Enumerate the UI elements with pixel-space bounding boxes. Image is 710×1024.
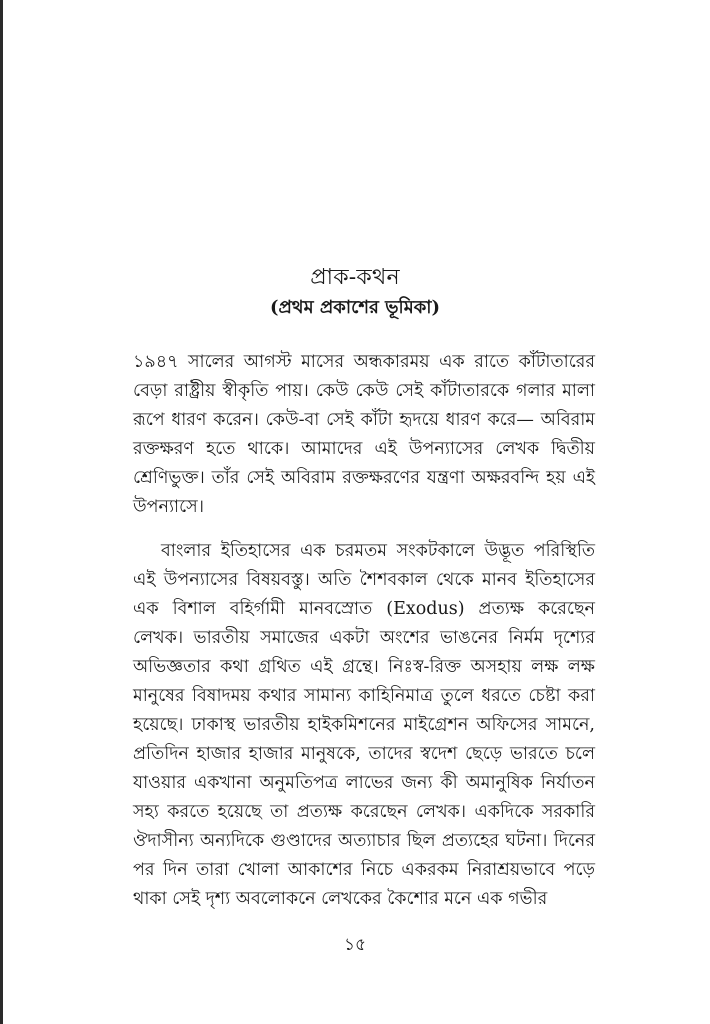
chapter-heading xyxy=(0,262,710,322)
chapter-subtitle: (প্রথম প্রকাশের ভূমিকা) xyxy=(269,297,441,318)
chapter-title: প্রাক-কথন xyxy=(310,265,400,290)
body-text xyxy=(133,348,595,914)
page-number: ১৫ xyxy=(343,935,367,955)
paragraph-2: বাংলার ইতিহাসের এক চরমতম সংকটকালে উদ্ভূত পরিস্থিতি এই উপন্যাসের বিষয়বস্তু। অতি শৈশবকাল থেকে মানব ইতিহাসের এক বিশাল বহির্গামী মানবস্রোত (Exodus) প্রত্যক্ষ করেছেন লেখক। ভারতীয় সমাজের একটা অংশের ভাঙনের নির্মম দৃশ্যের অভিজ্ঞতার কথা গ্রথিত এই গ্রন্থে। নিঃস্ব-রিক্ত অসহায় লক্ষ লক্ষ মানুষের বিষাদময় কথার সামান্য কাহিনিমাত্র তুলে ধরতে চেষ্টা করা হয়েছে। ঢাকাস্থ ভারতীয় হাইকমিশনের মাইগ্রেশন অফিসের সামনে, প্রতিদিন হাজার হাজার মানুষকে, তাদের স্বদেশ ছেড়ে ভারতে চলে যাওয়ার একখানা অনুমতিপত্র লাভের জন্য কী অমানুষিক নির্যাতন সহ্য করতে হয়েছে তা প্রত্যক্ষ করেছেন লেখক। একদিকে সরকারি ঔদাসীন্য অন্যদিকে গুণ্ডাদের অত্যাচার ছিল প্রত্যহের ঘটনা। দিনের পর দিন তারা খোলা আকাশের নিচে একরকম নিরাশ্রয়ভাবে পড়ে থাকা সেই দৃশ্য অবলোকনে লেখকের কৈশোর মনে এক গভীর xyxy=(133,541,595,909)
page-binding-edge xyxy=(0,0,3,1024)
paragraph-1: ১৯৪৭ সালের আগস্ট মাসের অন্ধকারময় এক রাতে কাঁটাতারের বেড়া রাষ্ট্রীয় স্বীকৃতি পায়। কেউ কেউ সেই কাঁটাতারকে গলার মালা রূপে ধারণ করেন। কেউ-বা সেই কাঁটা হৃদয়ে ধারণ করে— অবিরাম রক্তক্ষরণ হতে থাকে। আমাদের এই উপন্যাসের লেখক দ্বিতীয় শ্রেণিভুক্ত। তাঁর সেই অবিরাম রক্তক্ষরণের যন্ত্রণা অক্ষরবন্দি হয় এই উপন্যাসে। xyxy=(133,352,595,517)
